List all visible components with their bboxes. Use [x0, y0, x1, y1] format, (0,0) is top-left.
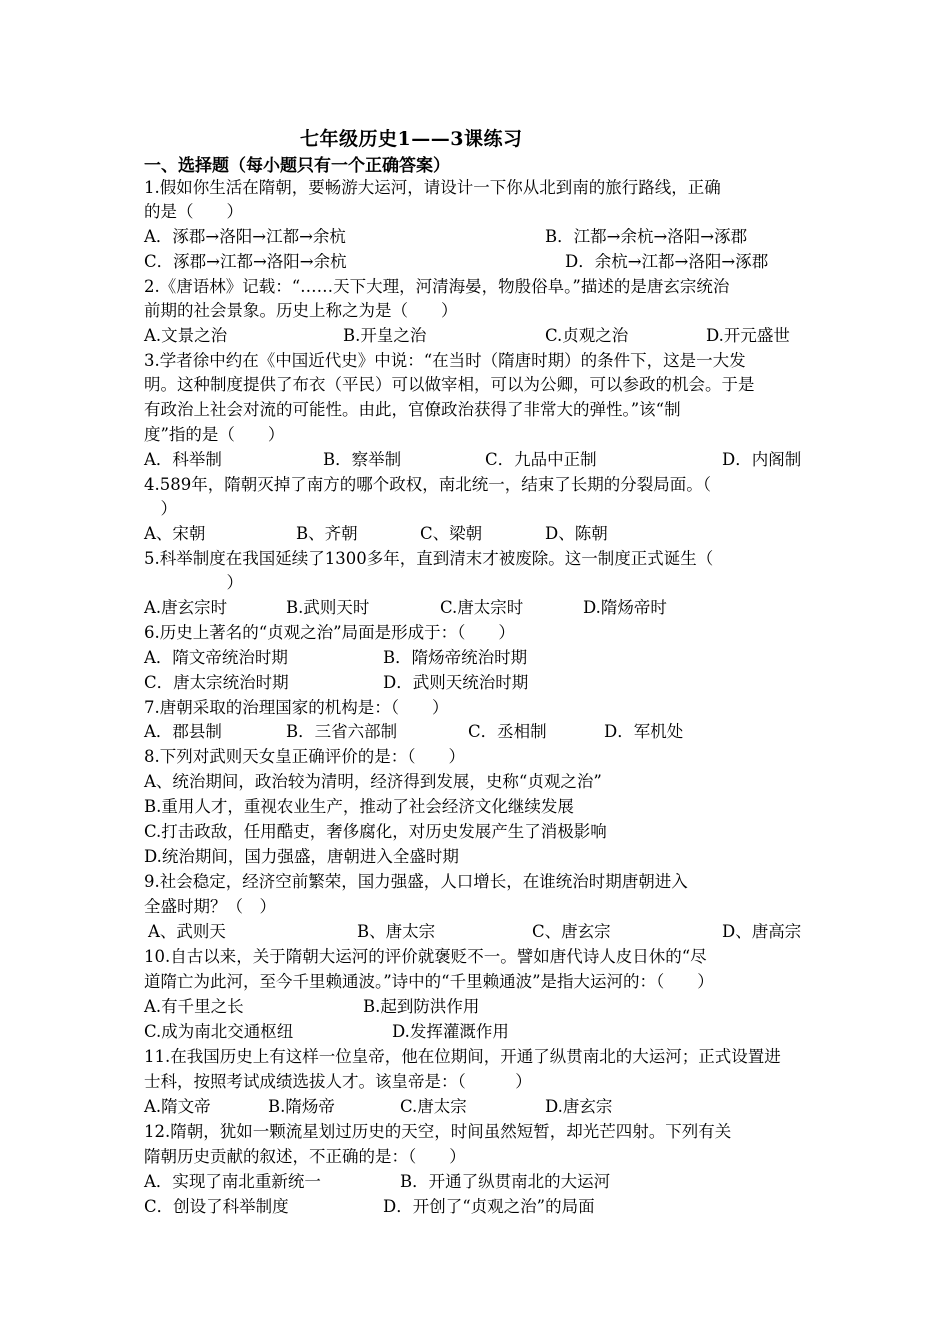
question-7-option-b: B．三省六部制	[286, 722, 398, 741]
question-12-option-d: D．开创了“贞观之治”的局面	[383, 1197, 595, 1216]
question-1-option-a: A．涿郡→洛阳→江都→余杭	[144, 227, 346, 246]
question-3-line-1: 3.学者徐中约在《中国近代史》中说：“在当时（隋唐时期）的条件下，这是一大发	[144, 351, 746, 370]
question-4-line-2: ）	[144, 499, 177, 518]
section-heading: 一、选择题（每小题只有一个正确答案）	[144, 156, 450, 176]
question-2-option-d: D.开元盛世	[706, 326, 790, 345]
question-3-line-2: 明。这种制度提供了布衣（平民）可以做宰相，可以为公卿，可以参政的机会。于是	[144, 375, 755, 394]
question-1-line-2: 的是（ ）	[144, 202, 243, 221]
question-11-option-b: B.隋炀帝	[268, 1097, 335, 1116]
question-5-option-b: B.武则天时	[286, 598, 370, 617]
question-10-option-d: D.发挥灌溉作用	[392, 1022, 509, 1041]
question-9-option-c: C、唐玄宗	[532, 922, 611, 941]
question-10-option-a: A.有千里之长	[144, 997, 244, 1016]
question-8-option-b: B.重用人才，重视农业生产，推动了社会经济文化继续发展	[144, 797, 574, 816]
question-10-line-1: 10.自古以来，关于隋朝大运河的评价就褒贬不一。譬如唐代诗人皮日休的“尽	[144, 947, 707, 966]
question-2-option-b: B.开皇之治	[343, 326, 427, 345]
question-7-option-d: D．军机处	[604, 722, 684, 741]
question-2-option-c: C.贞观之治	[545, 326, 629, 345]
question-8-option-d: D.统治期间，国力强盛，唐朝进入全盛时期	[144, 847, 459, 866]
question-6-option-d: D．武则天统治时期	[383, 673, 529, 692]
question-3-option-b: B．察举制	[323, 450, 402, 469]
question-6-option-c: C．唐太宗统治时期	[144, 673, 289, 692]
question-10-option-b: B.起到防洪作用	[363, 997, 480, 1016]
question-1-option-b: B．江都→余杭→洛阳→涿郡	[545, 227, 748, 246]
question-5-line-2: ）	[144, 573, 243, 592]
question-9-line-1: 9.社会稳定，经济空前繁荣，国力强盛，人口增长，在谁统治时期唐朝进入	[144, 872, 688, 891]
question-4-option-a: A、宋朝	[144, 524, 206, 543]
question-12-option-c: C．创设了科举制度	[144, 1197, 289, 1216]
question-10-line-2: 道隋亡为此河，至今千里赖通波。”诗中的“千里赖通波”是指大运河的：（ ）	[144, 972, 714, 991]
question-11-option-a: A.隋文帝	[144, 1097, 211, 1116]
question-6-line-1: 6.历史上著名的“贞观之治”局面是形成于：（ ）	[144, 623, 515, 642]
question-12-line-1: 12.隋朝，犹如一颗流星划过历史的天空，时间虽然短暂，却光芒四射。下列有关	[144, 1122, 732, 1141]
question-8-line-1: 8.下列对武则天女皇正确评价的是：（ ）	[144, 747, 465, 766]
question-9-line-2: 全盛时期？（ ）	[144, 897, 276, 916]
question-2-line-2: 前期的社会景象。历史上称之为是（ ）	[144, 301, 458, 320]
question-5-line-1: 5.科举制度在我国延续了1300多年，直到清末才被废除。这一制度正式诞生（	[144, 549, 714, 568]
question-4-line-1: 4.589年，隋朝灭掉了南方的哪个政权，南北统一，结束了长期的分裂局面。（	[144, 475, 711, 494]
question-5-option-d: D.隋炀帝时	[583, 598, 667, 617]
question-12-line-2: 隋朝历史贡献的叙述，不正确的是：（ ）	[144, 1147, 466, 1166]
question-11-line-2: 士科，按照考试成绩选拔人才。该皇帝是：（ ）	[144, 1072, 532, 1091]
question-1-option-c: C．涿郡→江都→洛阳→余杭	[144, 252, 347, 271]
question-4-option-c: C、梁朝	[420, 524, 483, 543]
question-12-option-a: A．实现了南北重新统一	[144, 1172, 321, 1191]
question-3-option-a: A．科举制	[144, 450, 222, 469]
question-5-option-a: A.唐玄宗时	[144, 598, 228, 617]
question-3-line-4: 度”指的是（ ）	[144, 425, 285, 444]
question-2-option-a: A.文景之治	[144, 326, 228, 345]
question-10-option-c: C.成为南北交通枢纽	[144, 1022, 294, 1041]
question-8-option-c: C.打击政敌，任用酷吏，奢侈腐化，对历史发展产生了消极影响	[144, 822, 607, 841]
question-1-option-d: D．余杭→江都→洛阳→涿郡	[565, 252, 769, 271]
question-3-line-3: 有政治上社会对流的可能性。由此，官僚政治获得了非常大的弹性。”该“制	[144, 400, 681, 419]
question-6-option-a: A．隋文帝统治时期	[144, 648, 288, 667]
question-5-option-c: C.唐太宗时	[440, 598, 524, 617]
question-12-option-b: B．开通了纵贯南北的大运河	[400, 1172, 611, 1191]
question-11-option-c: C.唐太宗	[400, 1097, 467, 1116]
question-11-line-1: 11.在我国历史上有这样一位皇帝，他在位期间，开通了纵贯南北的大运河；正式设置进	[144, 1047, 781, 1066]
question-8-option-a: A、统治期间，政治较为清明，经济得到发展，史称“贞观之治”	[144, 772, 602, 791]
question-3-option-c: C．九品中正制	[485, 450, 597, 469]
question-3-option-d: D．内阁制	[722, 450, 802, 469]
question-6-option-b: B．隋炀帝统治时期	[383, 648, 528, 667]
question-9-option-b: B、唐太宗	[357, 922, 436, 941]
question-2-line-1: 2.《唐语林》记载：“……天下大理，河清海晏，物殷俗阜。”描述的是唐玄宗统治	[144, 277, 730, 296]
question-7-option-c: C．丞相制	[468, 722, 547, 741]
question-9-option-a: A、武则天	[148, 922, 226, 941]
question-1-line-1: 1.假如你生活在隋朝，要畅游大运河，请设计一下你从北到南的旅行路线，正确	[144, 178, 721, 197]
question-9-option-d: D、唐高宗	[722, 922, 802, 941]
question-7-line-1: 7.唐朝采取的治理国家的机构是：（ ）	[144, 698, 449, 717]
question-11-option-d: D.唐玄宗	[545, 1097, 613, 1116]
page-title: 七年级历史1——3课练习	[300, 128, 523, 150]
question-7-option-a: A．郡县制	[144, 722, 222, 741]
question-4-option-b: B、齐朝	[296, 524, 358, 543]
question-4-option-d: D、陈朝	[545, 524, 608, 543]
